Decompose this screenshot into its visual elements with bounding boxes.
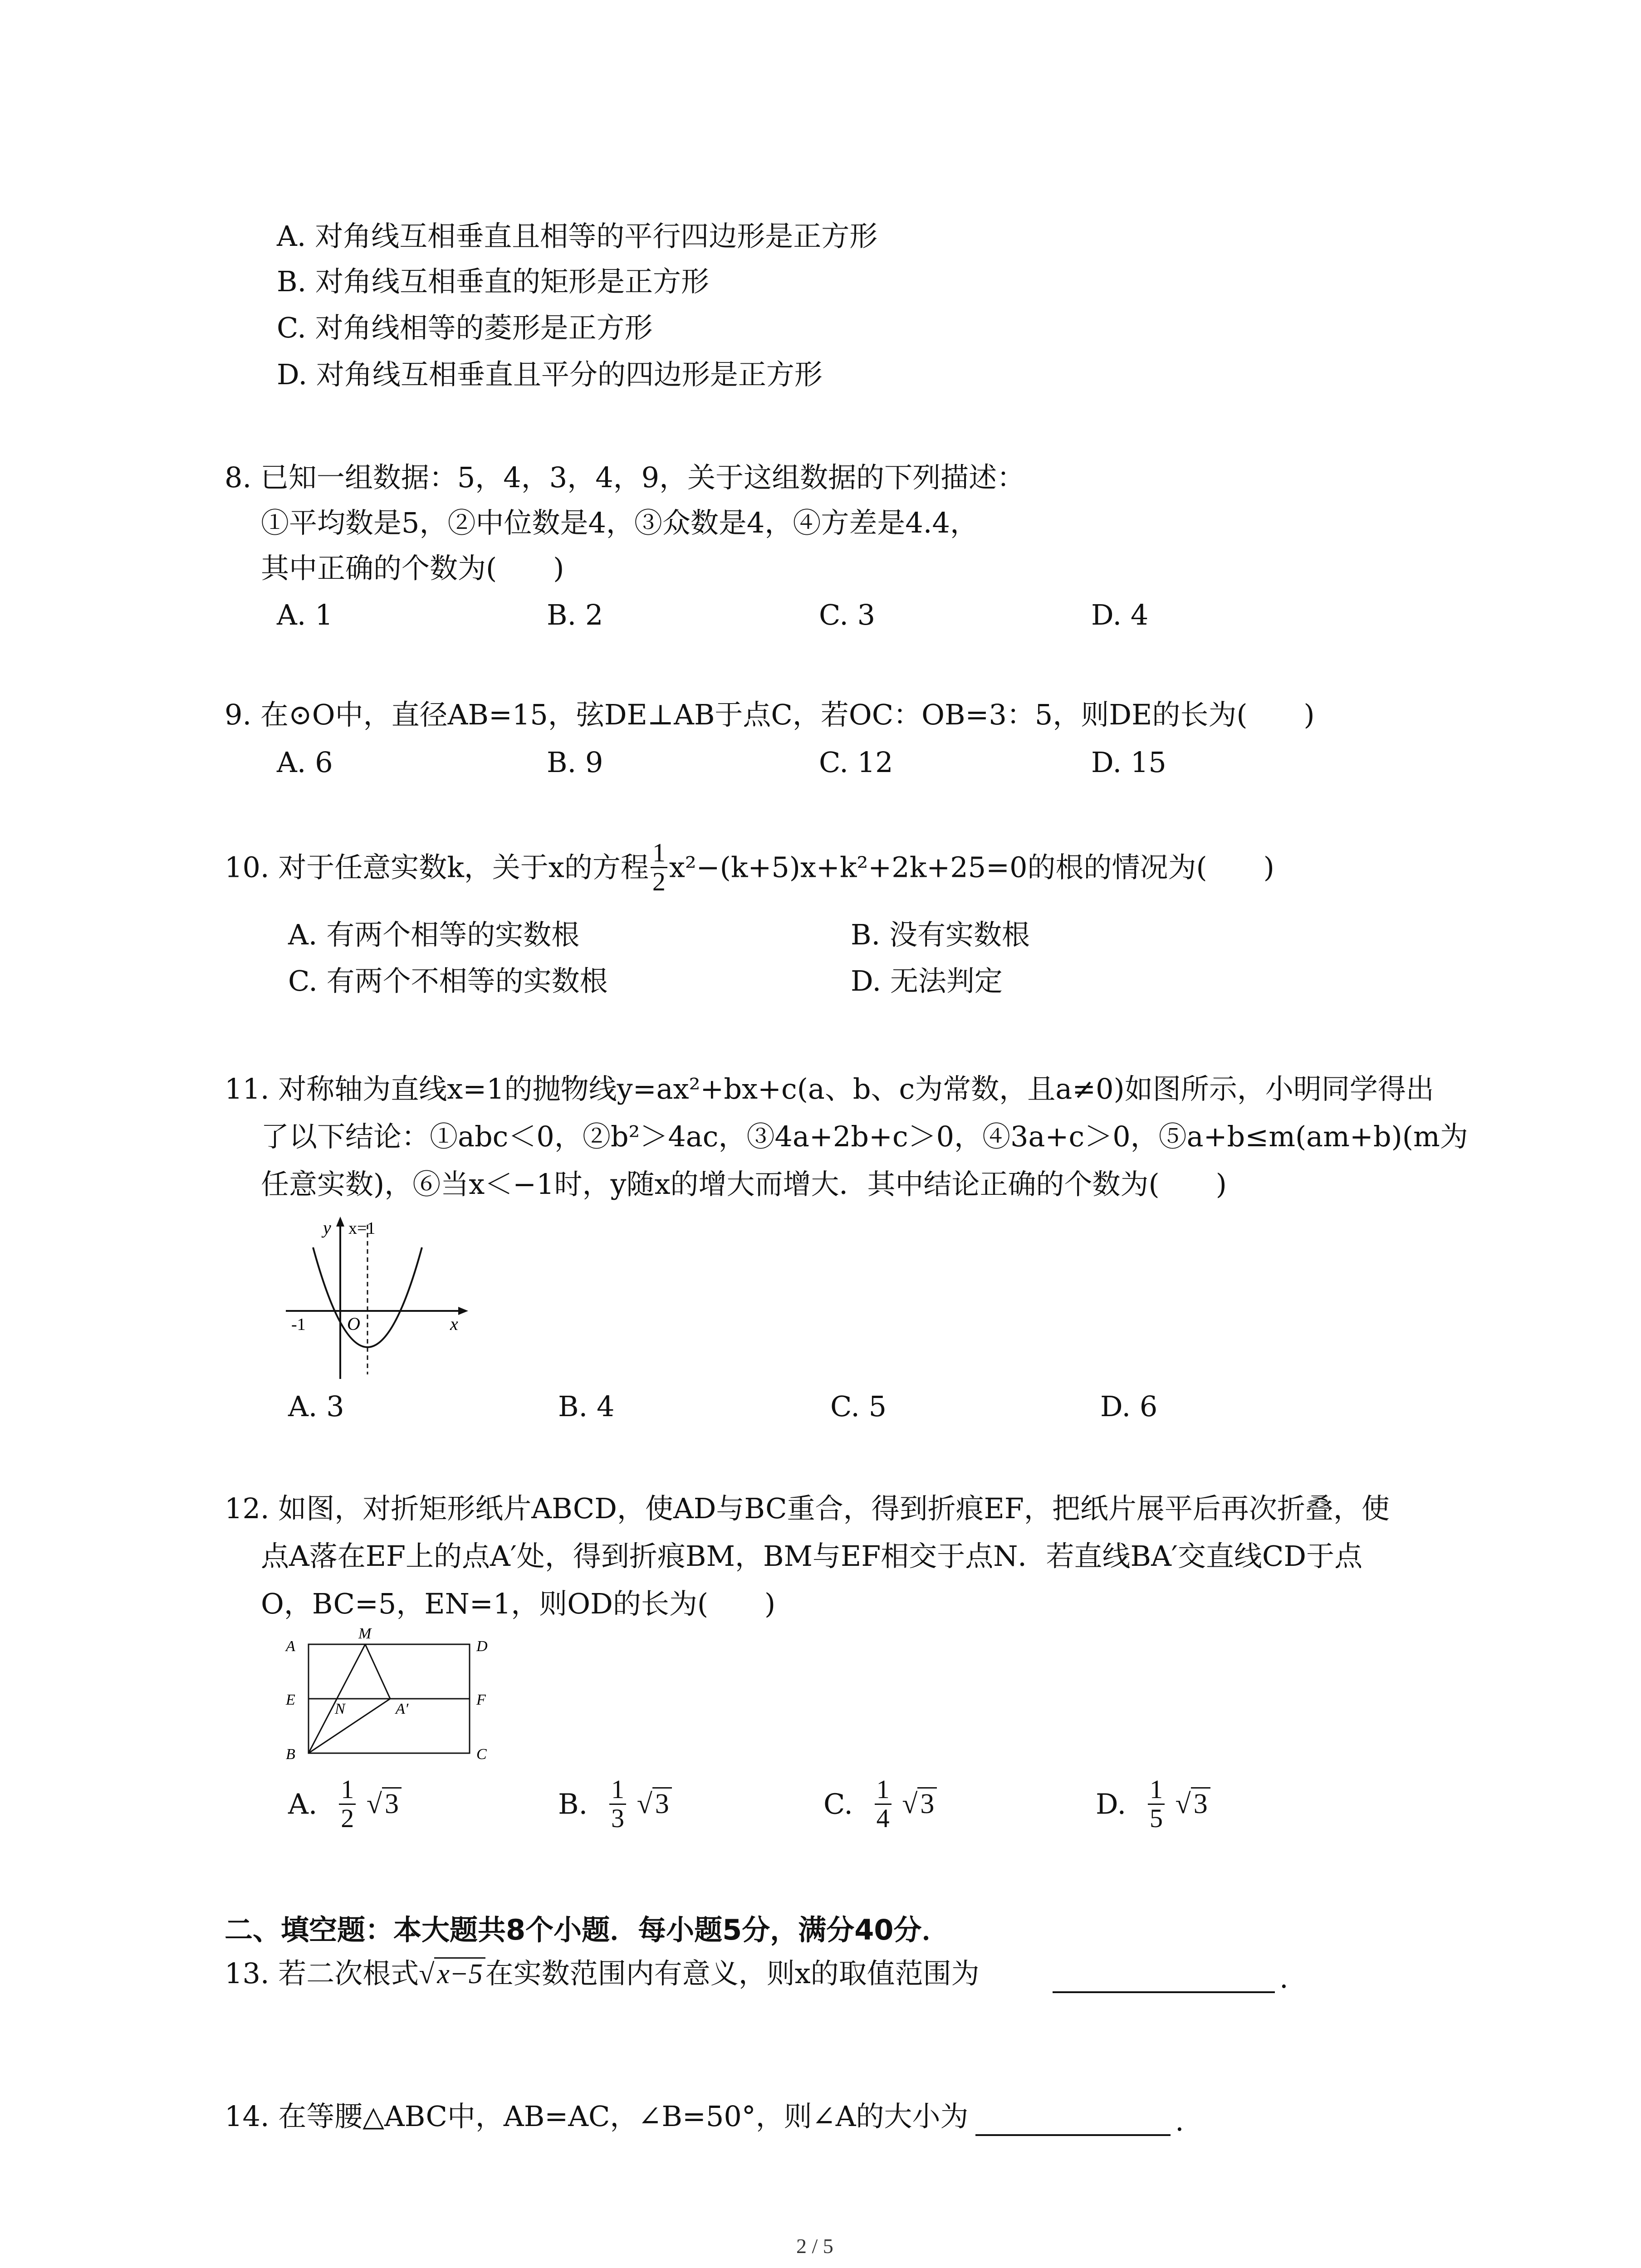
q11-stem-line1: 11. 对称轴为直线x=1的抛物线y=ax²+bx+c(a、b、c为常数，且a≠0)如图所示，小明同学得出 <box>225 1072 1434 1105</box>
q13-stem-post: 在实数范围内有意义，则x的取值范围为 <box>485 1957 980 1990</box>
label-b: B <box>286 1746 295 1763</box>
y-label: y <box>323 1217 331 1238</box>
q7-option-c: C. 对角线相等的菱形是正方形 <box>277 311 653 344</box>
q12-option-c-radicand: 3 <box>917 1787 937 1819</box>
q7-option-b: B. 对角线互相垂直的矩形是正方形 <box>277 265 709 298</box>
q12-option-d-radicand: 3 <box>1191 1787 1210 1819</box>
q12-option-d-frac <box>1148 1776 1165 1833</box>
q10-fraction <box>651 839 667 896</box>
q12-option-b-frac <box>609 1776 626 1833</box>
q12-option-c-den: 4 <box>876 1803 890 1833</box>
q9-option-b: B. 9 <box>547 746 603 779</box>
q9-option-a: A. 6 <box>277 746 333 779</box>
q10-stem <box>225 839 1274 896</box>
q11-option-a: A. 3 <box>288 1390 344 1423</box>
label-c: C <box>476 1746 487 1763</box>
q13-stem <box>225 1957 980 1990</box>
q13-stem-pre: 13. 若二次根式 <box>225 1957 419 1990</box>
label-f: F <box>476 1691 486 1708</box>
q10-stem-pre: 10. 对于任意实数k，关于x的方程 <box>225 850 649 884</box>
q12-stem-line2: 点A落在EF上的点A′处，得到折痕BM，BM与EF相交于点N．若直线BA′交直线CD于点 <box>261 1540 1363 1573</box>
q9-option-c: C. 12 <box>819 746 893 779</box>
q7-option-a: A. 对角线互相垂直且相等的平行四边形是正方形 <box>277 220 878 253</box>
axis-label: x=1 <box>348 1219 376 1238</box>
label-n: N <box>335 1701 345 1717</box>
q11-stem-line2: 了以下结论：①abc＜0，②b²＞4ac，③4a+2b+c＞0，④3a+c＞0，⑤a+b≤m(am+b)(m为 <box>261 1120 1468 1153</box>
q12-option-c-sqrt: √3 <box>902 1790 937 1818</box>
q12-option-b-sqrt: √3 <box>637 1790 672 1818</box>
origin-label: O <box>347 1314 360 1334</box>
q12-option-a-frac <box>339 1776 356 1833</box>
x-axis-arrow <box>458 1307 468 1315</box>
q14-stem: 14. 在等腰△ABC中，AB=AC，∠B=50°，则∠A的大小为 <box>225 2100 969 2133</box>
label-m: M <box>358 1625 372 1642</box>
label-a: A <box>286 1638 295 1655</box>
q11-option-b: B. 4 <box>558 1390 615 1423</box>
q12-stem-line3: O，BC=5，EN=1，则OD的长为( ) <box>261 1587 776 1620</box>
q8-statements: ①平均数是5，②中位数是4，③众数是4，④方差是4.4， <box>261 506 978 539</box>
q12-option-a-den: 2 <box>341 1803 354 1833</box>
q12-option-b-den: 3 <box>611 1803 624 1833</box>
q8-option-c: C. 3 <box>819 598 876 631</box>
q12-option-c-frac <box>875 1776 892 1833</box>
q11-parabola-figure <box>272 1211 476 1383</box>
q12-option-d <box>1096 1776 1210 1833</box>
q13-period: . <box>1279 1961 1288 1994</box>
q12-option-d-label: D. <box>1096 1787 1127 1821</box>
q12-option-c <box>823 1776 937 1833</box>
q12-option-c-label: C. <box>823 1787 853 1821</box>
q12-option-a-sqrt: √3 <box>367 1790 402 1818</box>
q8-stem: 8. 已知一组数据：5，4，3，4，9，关于这组数据的下列描述： <box>225 461 1025 494</box>
q12-option-a-label: A. <box>288 1787 318 1821</box>
q13-radical: √x−5 <box>419 1960 485 1988</box>
q11-stem-line3: 任意实数)，⑥当x＜−1时，y随x的增大而增大．其中结论正确的个数为( ) <box>261 1168 1227 1201</box>
x-label: x <box>450 1314 458 1334</box>
q9-option-d: D. 15 <box>1091 746 1166 779</box>
q14-period: . <box>1175 2104 1184 2137</box>
q12-option-b-num: 1 <box>609 1776 626 1805</box>
q12-option-a-num: 1 <box>339 1776 356 1805</box>
section-2-heading: 二、填空题：本大题共8个小题．每小题5分，满分40分． <box>225 1913 950 1946</box>
q11-option-c: C. 5 <box>830 1390 887 1423</box>
q8-question: 其中正确的个数为( ) <box>261 552 564 585</box>
q12-option-b-label: B. <box>558 1787 588 1821</box>
y-axis-arrow <box>336 1217 344 1227</box>
q12-option-b <box>558 1776 672 1833</box>
q8-option-b: B. 2 <box>547 598 603 631</box>
q8-option-d: D. 4 <box>1091 598 1149 631</box>
label-d: D <box>476 1638 488 1655</box>
segment-ba <box>309 1699 390 1753</box>
q7-option-d: D. 对角线互相垂直且平分的四边形是正方形 <box>277 358 823 391</box>
q11-option-d: D. 6 <box>1100 1390 1158 1423</box>
q10-option-a: A. 有两个相等的实数根 <box>288 918 580 951</box>
q12-option-c-num: 1 <box>875 1776 892 1805</box>
q12-option-d-num: 1 <box>1148 1776 1165 1805</box>
q9-stem: 9. 在⊙O中，直径AB=15，弦DE⊥AB于点C，若OC：OB=3：5，则DE的长为( ) <box>225 698 1315 731</box>
q12-option-d-sqrt: √3 <box>1176 1790 1210 1818</box>
q12-rectangle-figure <box>277 1624 504 1774</box>
q12-option-a <box>288 1776 402 1833</box>
neg-one-label: -1 <box>291 1315 306 1334</box>
q12-stem-line1: 12. 如图，对折矩形纸片ABCD，使AD与BC重合，得到折痕EF，把纸片展平后再次折叠，使 <box>225 1492 1390 1525</box>
segment-ma <box>365 1644 390 1699</box>
label-a-prime: A′ <box>396 1701 409 1717</box>
q13-radicand: x−5 <box>434 1957 485 1989</box>
q10-frac-num: 1 <box>651 839 667 868</box>
q10-frac-den: 2 <box>652 866 666 896</box>
q8-option-a: A. 1 <box>277 598 333 631</box>
label-e: E <box>286 1691 295 1708</box>
q12-option-b-radicand: 3 <box>652 1787 672 1819</box>
q14-answer-blank[interactable] <box>975 2134 1171 2136</box>
q10-stem-post: x²−(k+5)x+k²+2k+25=0的根的情况为( ) <box>669 850 1274 884</box>
q12-option-a-radicand: 3 <box>382 1787 402 1819</box>
q10-option-b: B. 没有实数根 <box>851 918 1030 951</box>
q10-option-d: D. 无法判定 <box>851 964 1003 997</box>
q10-option-c: C. 有两个不相等的实数根 <box>288 964 608 997</box>
page-number: 2 / 5 <box>796 2234 833 2258</box>
q13-answer-blank[interactable] <box>1053 1991 1275 1993</box>
q12-option-d-den: 5 <box>1149 1803 1163 1833</box>
